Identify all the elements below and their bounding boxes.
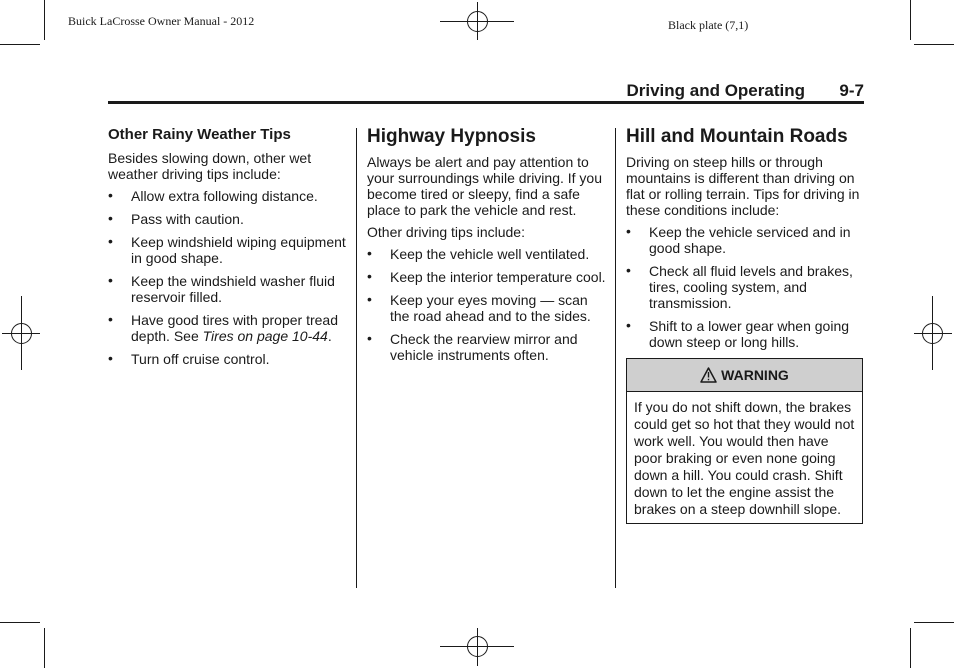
- column-highway-hypnosis: [367, 126, 607, 370]
- bullet-icon: •: [367, 291, 372, 307]
- section-title: Driving and Operating: [626, 81, 805, 100]
- list-item: • Check all fluid levels and brakes, tires, cooling system, and transmission.: [626, 262, 853, 311]
- list-item: • Keep the vehicle serviced and in good shape.: [626, 223, 851, 256]
- paragraph-other-tips: Other driving tips include:: [367, 224, 525, 240]
- paragraph-alert: Always be alert and pay attention to your surroundings while driving. If you become tired or sleepy, find a safe place to park the vehicle and rest.: [367, 154, 603, 218]
- list-item: • Keep the interior temperature cool.: [367, 268, 606, 285]
- warning-title: WARNING: [721, 367, 789, 383]
- hill-tips-list: [626, 224, 866, 350]
- paragraph-steep-hills: Driving on steep hills or through mountains is different than driving on flat or rolling terrain. Tips for driving in these conditions include:: [626, 154, 860, 218]
- warning-box: [626, 358, 863, 524]
- subheading-rainy-weather: Other Rainy Weather Tips: [108, 126, 291, 143]
- bullet-icon: •: [108, 350, 113, 366]
- bullet-icon: •: [367, 330, 372, 346]
- plate-title: Buick LaCrosse Owner Manual - 2012: [68, 14, 255, 28]
- tires-page-link[interactable]: Tires on page 10-44: [202, 328, 328, 344]
- plate-label: Black plate (7,1): [668, 18, 749, 32]
- bullet-icon: •: [367, 245, 372, 261]
- bullet-icon: •: [626, 317, 631, 333]
- bullet-icon: •: [626, 223, 631, 239]
- list-item: • Allow extra following distance.: [108, 187, 318, 204]
- list-item: • Have good tires with proper tread depth. See Tires on page 10-44.: [108, 311, 338, 344]
- list-item: • Check the rearview mirror and vehicle instruments often.: [367, 330, 578, 363]
- bullet-icon: •: [367, 268, 372, 284]
- list-item: • Pass with caution.: [108, 210, 244, 227]
- bullet-icon: •: [108, 272, 113, 288]
- rainy-tips-list: [108, 188, 348, 367]
- bullet-icon: •: [626, 262, 631, 278]
- heading-hill-mountain: Hill and Mountain Roads: [626, 126, 848, 147]
- list-item: • Keep windshield wiping equipment in good shape.: [108, 233, 346, 266]
- warning-triangle-icon: [700, 367, 717, 383]
- warning-text: If you do not shift down, the brakes could get so hot that they would not work well. You would then have poor braking or even none going down a hill. You could crash. Shift down to let the engine assist the brakes on a steep downhill slope.: [634, 399, 855, 517]
- bullet-icon: •: [108, 233, 113, 249]
- list-item: • Keep the windshield washer fluid reservoir filled.: [108, 272, 335, 305]
- bullet-icon: •: [108, 187, 113, 203]
- running-header: [108, 80, 864, 102]
- heading-highway-hypnosis: Highway Hypnosis: [367, 126, 536, 147]
- list-item: • Keep the vehicle well ventilated.: [367, 245, 590, 262]
- list-item: • Shift to a lower gear when going down steep or long hills.: [626, 317, 850, 350]
- column-hill-mountain: [626, 126, 866, 524]
- column-divider: [615, 128, 616, 588]
- hypnosis-tips-list: [367, 246, 607, 363]
- list-item: • Turn off cruise control.: [108, 350, 270, 367]
- paragraph-intro: Besides slowing down, other wet weather driving tips include:: [108, 150, 312, 182]
- header-rule: [108, 101, 864, 104]
- list-item: • Keep your eyes moving — scan the road ahead and to the sides.: [367, 291, 591, 324]
- column-rainy-weather: [108, 126, 348, 374]
- warning-header: [627, 359, 862, 392]
- page-number: 9-7: [839, 81, 864, 100]
- column-divider: [356, 128, 357, 588]
- bullet-icon: •: [108, 210, 113, 226]
- bullet-icon: •: [108, 311, 113, 327]
